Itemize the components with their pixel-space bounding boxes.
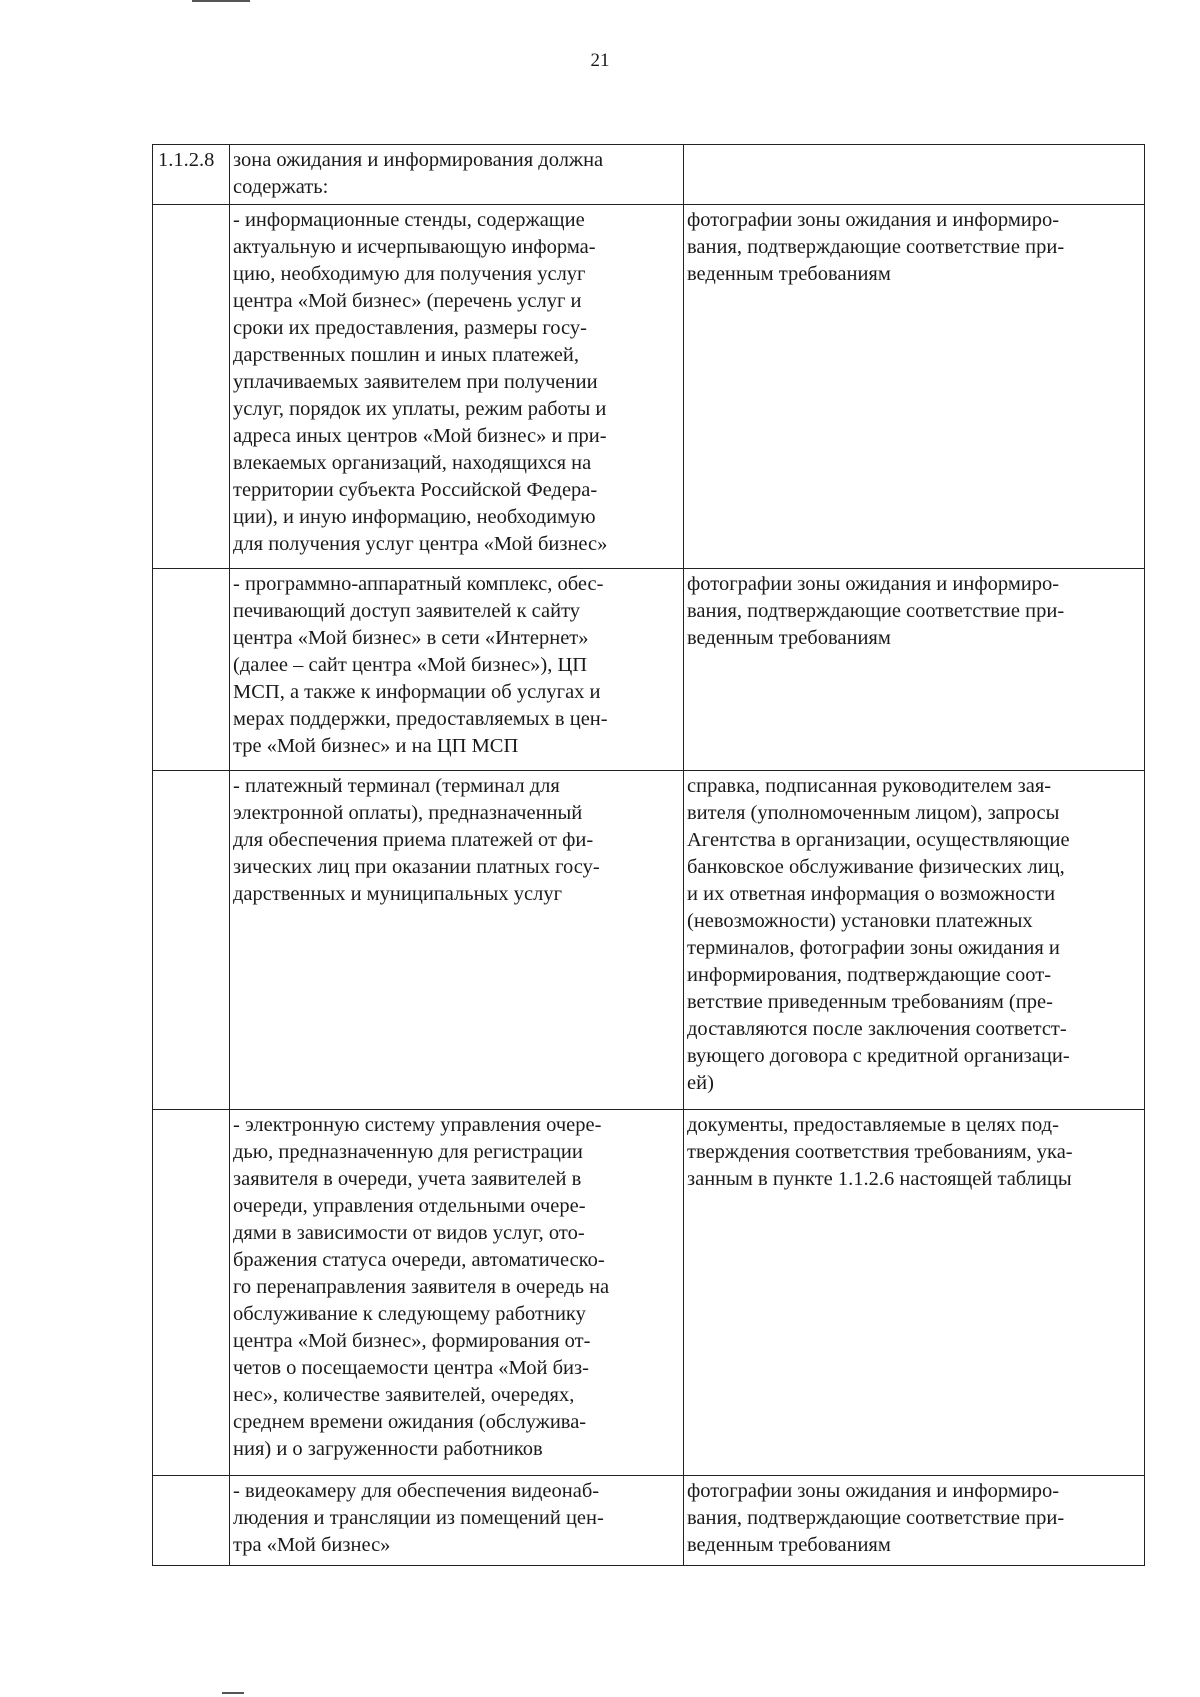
item-number: 1.1.2.8 (153, 145, 230, 205)
requirement-cell: зона ожидания и информирования должна содержать: (230, 145, 684, 205)
item-number (153, 1110, 230, 1476)
requirement-cell: - электронную систему управления очере- дью, предназначенную для регистрации заявителя в очереди, учета заявителей в очереди, управления отдельными очере- дями в зависимости от видов услуг, ото- бражения статуса очереди, автоматическо- го перенаправления заявителя в очередь на обслуживание к следующему работнику центра «Мой бизнес», формирования от- четов о посещаемости центра «Мой биз- нес», количестве заявителей, очередях, среднем времени ожидания (обслужива- ния) и о загруженности работников (230, 1110, 684, 1476)
page-number: 21 (590, 50, 610, 71)
item-number (153, 771, 230, 1110)
evidence-cell: справка, подписанная руководителем зая- вителя (уполномоченным лицом), запросы Агентства в организации, осуществляющие банковское обслуживание физических лиц, и их ответная информация о возможности (невозможности) установки платежных терминалов, фотографии зоны ожидания и информирования, подтверждающие соот- ветствие приведенным требованиям (пре- доставляются после заключения соответст- вующего договора с кредитной организаци- ей) (684, 771, 1145, 1110)
item-number (153, 569, 230, 771)
table-row (153, 1476, 1145, 1566)
table-row (153, 205, 1145, 569)
evidence-cell: фотографии зоны ожидания и информиро- вания, подтверждающие соответствие при- веденным требованиям (684, 1476, 1145, 1566)
table-row (153, 569, 1145, 771)
scan-artifact-bottom (222, 1692, 244, 1694)
table-row (153, 771, 1145, 1110)
evidence-cell: документы, предоставляемые в целях под- тверждения соответствия требованиям, ука- занным в пункте 1.1.2.6 настоящей таблицы (684, 1110, 1145, 1476)
requirements-table (152, 144, 1145, 1566)
requirement-cell: - программно-аппаратный комплекс, обес- печивающий доступ заявителей к сайту центра «Мой бизнес» в сети «Интернет» (далее – сайт центра «Мой бизнес»), ЦП МСП, а также к информации об услугах и мерах поддержки, предоставляемых в цен- тре «Мой бизнес» и на ЦП МСП (230, 569, 684, 771)
requirement-cell: - информационные стенды, содержащие актуальную и исчерпывающую информа- цию, необходимую для получения услуг центра «Мой бизнес» (перечень услуг и сроки их предоставления, размеры госу- дарственных пошлин и иных платежей, уплачиваемых заявителем при получении услуг, порядок их уплаты, режим работы и адреса иных центров «Мой бизнес» и при- влекаемых организаций, находящихся на территории субъекта Российской Федера- ции), и иную информацию, необходимую для получения услуг центра «Мой бизнес» (230, 205, 684, 569)
evidence-cell: фотографии зоны ожидания и информиро- вания, подтверждающие соответствие при- веденным требованиям (684, 205, 1145, 569)
item-number (153, 1476, 230, 1566)
evidence-cell (684, 145, 1145, 205)
table-row (153, 1110, 1145, 1476)
scan-artifact-top (192, 0, 250, 2)
table-row (153, 145, 1145, 205)
evidence-cell: фотографии зоны ожидания и информиро- вания, подтверждающие соответствие при- веденным требованиям (684, 569, 1145, 771)
requirement-cell: - видеокамеру для обеспечения видеонаб- людения и трансляции из помещений цен- тра «Мой бизнес» (230, 1476, 684, 1566)
requirement-cell: - платежный терминал (терминал для электронной оплаты), предназначенный для обеспечения приема платежей от фи- зических лиц при оказании платных госу- дарственных и муниципальных услуг (230, 771, 684, 1110)
item-number (153, 205, 230, 569)
